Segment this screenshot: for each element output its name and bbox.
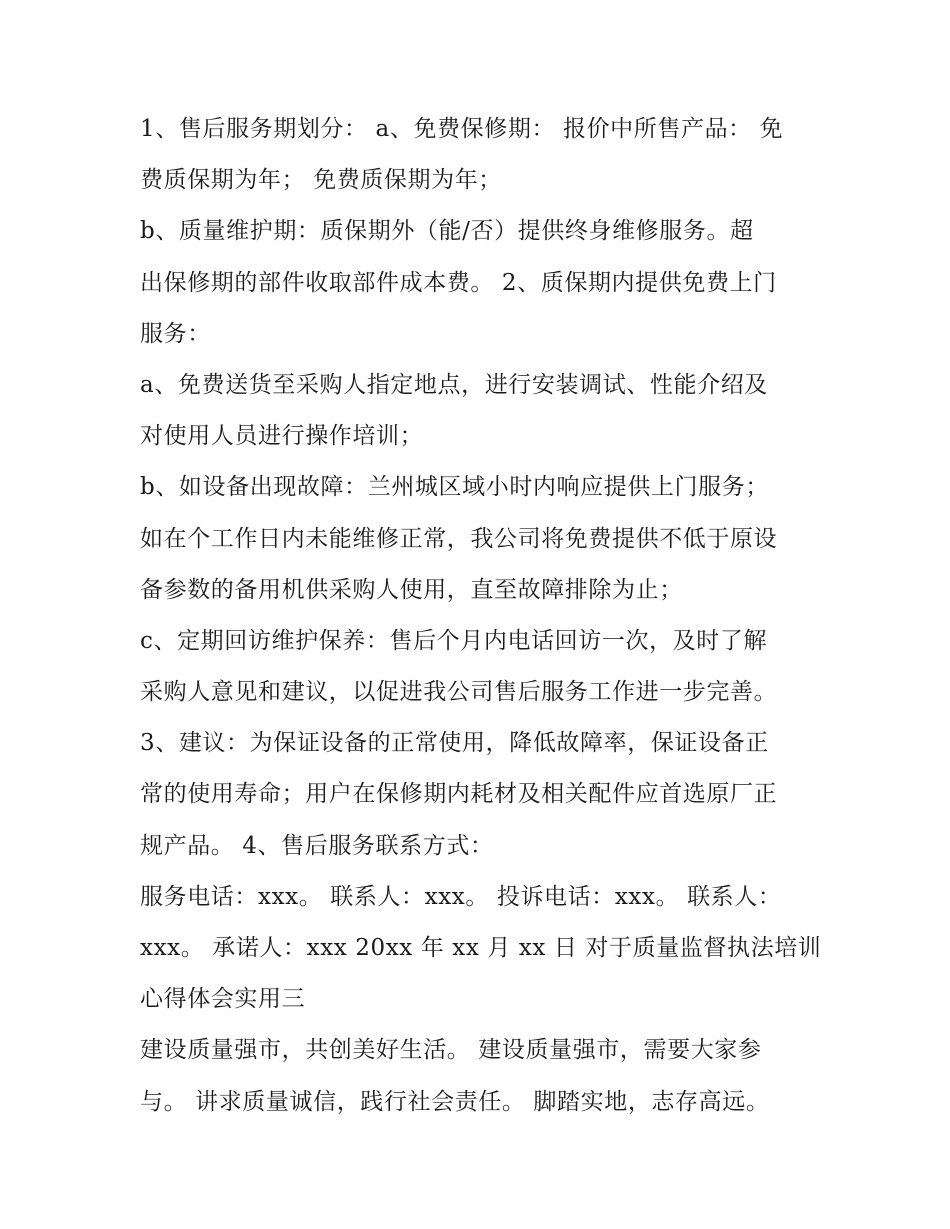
text-line: a、免费送货至采购人指定地点，进行安装调试、性能介绍及 bbox=[140, 371, 768, 398]
text-line: 3、建议：为保证设备的正常使用，降低故障率，保证设备正 bbox=[140, 730, 769, 757]
text-line: b、如设备出现故障：兰州城区域小时内响应提供上门服务； bbox=[140, 474, 769, 501]
text-line: 采购人意见和建议，以促进我公司售后服务工作进一步完善。 bbox=[140, 679, 778, 706]
text-line: 建设质量强市，共创美好生活。 建设质量强市，需要大家参 bbox=[140, 1037, 762, 1064]
text-line: 如在个工作日内未能维修正常，我公司将免费提供不低于原设 bbox=[140, 525, 778, 552]
text-line: 与。 讲求质量诚信，践行社会责任。 脚踏实地，志存高远。 bbox=[140, 1088, 770, 1115]
text-line: b、质量维护期：质保期外（能/否）提供终身维修服务。超 bbox=[140, 218, 754, 245]
document-body bbox=[140, 104, 830, 1128]
text-line: 对使用人员进行操作培训； bbox=[140, 423, 424, 450]
text-line: 常的使用寿命；用户在保修期内耗材及相关配件应首选原厂正 bbox=[140, 781, 778, 808]
text-line: 规产品。 4、售后服务联系方式： bbox=[140, 832, 494, 859]
text-line: 心得体会实用三 bbox=[140, 986, 306, 1013]
text-line: 服务： bbox=[140, 320, 211, 347]
text-line: 服务电话：xxx。 联系人：xxx。 投诉电话：xxx。 联系人： bbox=[140, 883, 782, 910]
text-line: 1、售后服务期划分： a、免费保修期： 报价中所售产品： 免 bbox=[140, 116, 784, 142]
text-line: 费质保期为年； 免费质保期为年； bbox=[140, 167, 502, 194]
text-line: 备参数的备用机供采购人使用，直至故障排除为止； bbox=[140, 576, 683, 603]
text-line: xxx。 承诺人：xxx 20xx 年 xx 月 xx 日 对于质量监督执法培训 bbox=[140, 935, 822, 961]
text-line: 出保修期的部件收取部件成本费。 2、质保期内提供免费上门 bbox=[140, 269, 777, 296]
text-line: c、定期回访维护保养：售后个月内电话回访一次，及时了解 bbox=[140, 627, 768, 654]
